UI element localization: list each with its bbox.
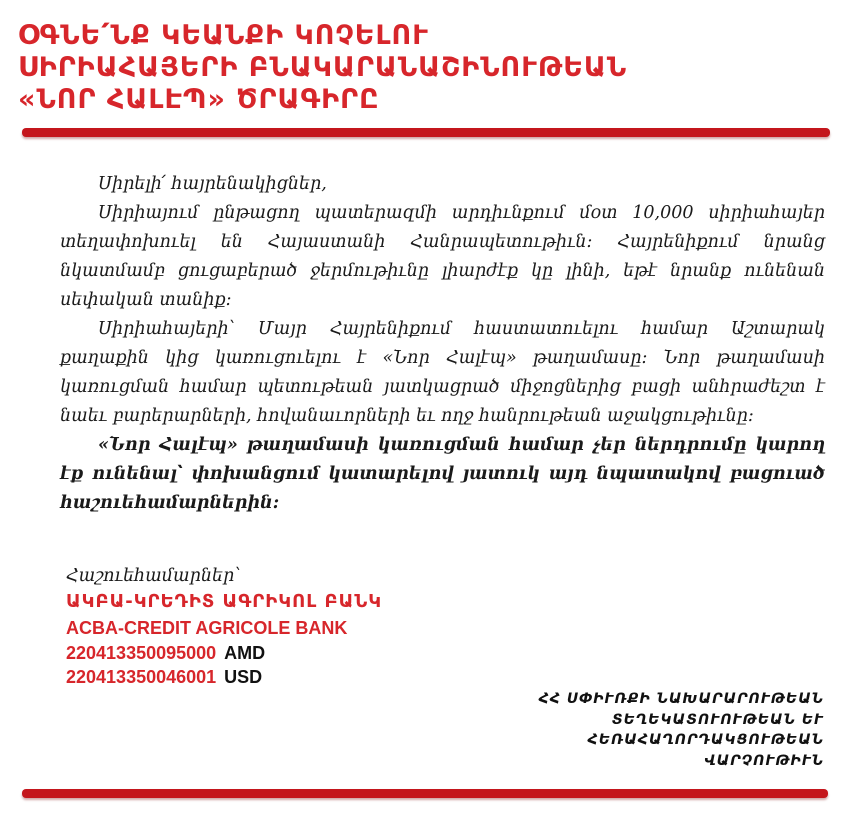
issuer-signature — [404, 689, 824, 771]
account-currency: USD — [224, 667, 263, 687]
paragraph-1: Սիրիայում ընթացող պատերազմի արդիւնքում մօտ 10,000 սիրիահայեր տեղափոխուել են Հայաստանի Հանրապետութիւն: Հայրենիքում նրանց նկատմամբ ցուցաբերած ջերմութիւնը լիարժէք կը լինի, եթէ նրանք ունենան սեփական տանիք: — [60, 203, 825, 310]
signature-line-1: ՀՀ ՍՓԻՒՌՔԻ ՆԱԽԱՐԱՐՈՒԹԵԱՆ — [538, 691, 824, 707]
page-title — [18, 20, 818, 116]
signature-line-3: ՀԵՌԱՀԱՂՈՐԴԱԿՑՈՒԹԵԱՆ — [587, 732, 824, 748]
paragraph-3: «Նոր Հալէպ» թաղամասի կառուցման համար չեր ներդրումը կարող էք ունենալ՝ փոխանցում կատարելով յատուկ այդ նպատակով բացուած հաշուեհամարներին: — [60, 435, 825, 513]
account-number: 220413350046001 — [66, 667, 217, 687]
account-currency: AMD — [224, 643, 266, 663]
bank-name-armenian: ԱԿԲԱ-ԿՐԵԴԻՏ ԱԳՐԻԿՈԼ ԲԱՆԿ — [66, 591, 383, 612]
title-line-2: ՍԻՐԻԱՀԱՅԵՐԻ ԲՆԱԿԱՐԱՆԱՇԻՆՈՒԹԵԱՆ — [18, 52, 628, 83]
signature-line-4: ՎԱՐՉՈՒԹԻՒՆ — [704, 752, 824, 769]
bank-name-english: ACBA-CREDIT AGRICOLE BANK — [66, 618, 348, 638]
account-number: 220413350095000 — [66, 643, 217, 663]
account-row — [66, 665, 566, 689]
top-divider — [22, 128, 830, 137]
salutation: Սիրելի՛ հայրենակիցներ, — [98, 174, 327, 194]
title-line-1: ՕԳՆԵ՛ՆՔ ԿԵԱՆՔԻ ԿՈՉԵԼՈՒ — [18, 20, 429, 51]
title-line-3: «ՆՈՐ ՀԱԼԷՊ» ԾՐԱԳԻՐԸ — [18, 84, 380, 115]
account-row — [66, 641, 566, 665]
letter-body — [60, 170, 825, 518]
accounts-label: Հաշուեհամարներ՝ — [66, 566, 241, 586]
signature-line-2: ՏԵՂԵԿԱՏՈՒՈՒԹԵԱՆ ԵՒ — [611, 711, 824, 728]
bank-details — [66, 563, 566, 689]
paragraph-2: Սիրիահայերի՝ Մայր Հայրենիքում հաստատուելու համար Աշտարակ քաղաքին կից կառուցուելու է «Նոր Հալէպ» թաղամասը: Նոր թաղամասի կառուցման համար պետութեան յատկացրած միջոցներից բացի անհրաժեշտ է նաեւ բարերարների, հովանաւորների եւ ողջ հանրութեան աջակցութիւնը: — [60, 319, 825, 426]
bottom-divider — [22, 789, 828, 798]
